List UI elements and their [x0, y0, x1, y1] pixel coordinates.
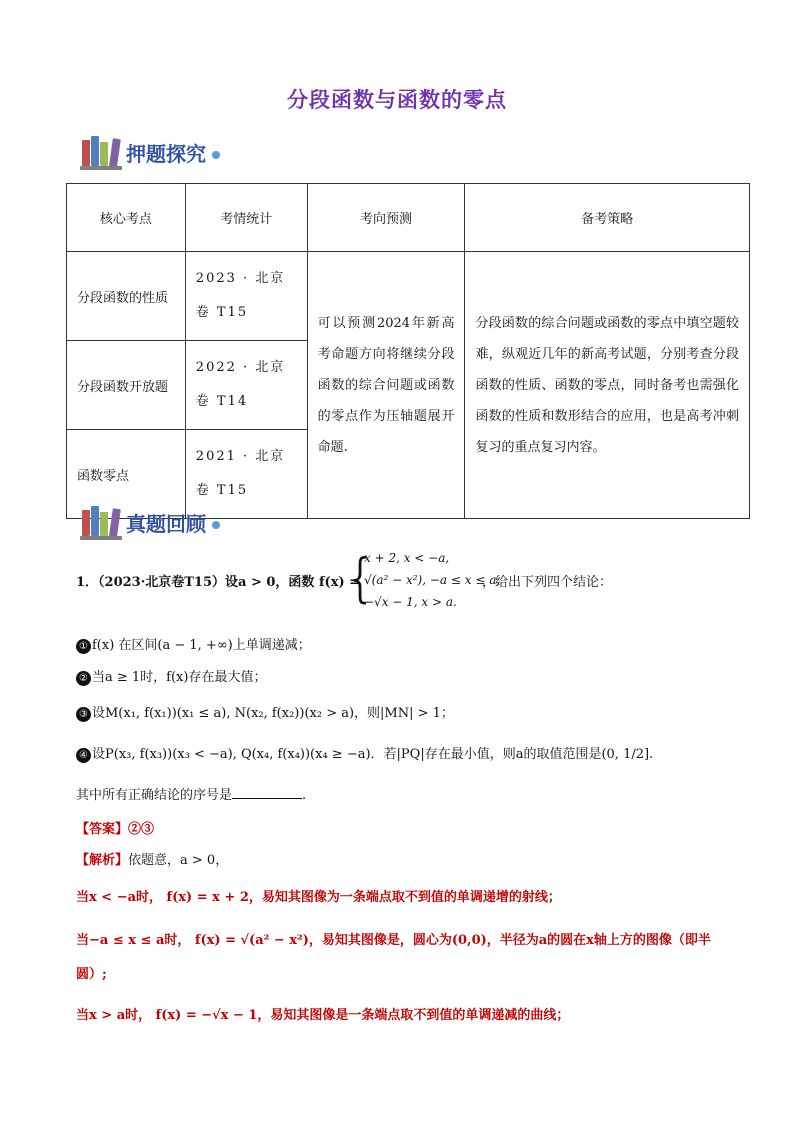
- conclusion-1: ① f(x) 在区间(a − 1, +∞)上单调递减；: [76, 636, 311, 656]
- table-cell: 2022 · 北京卷 T14: [185, 341, 307, 430]
- conclusion-3: ③ 设M(x₁, f(x₁))(x₁ ≤ a), N(x₂, f(x₂))(x₂ > a)，则|MN| > 1；: [76, 704, 454, 724]
- dot-icon: [212, 521, 220, 529]
- problem-question: 其中所有正确结论的序号是 .: [76, 788, 307, 803]
- table-cell: 2021 · 北京卷 T15: [185, 430, 307, 519]
- table-header: 核心考点: [67, 184, 186, 252]
- table-cell: 分段函数的性质: [67, 252, 186, 341]
- answer-line: [76, 820, 154, 840]
- piecewise-definition: [350, 547, 501, 617]
- analysis-line-2: 当−a ≤ x ≤ a时， f(x) = √(a² − x²)，易知其图像是，圆心为(0,0)，半径为a的圆在x轴上方的图像（即半: [76, 933, 711, 948]
- table-header: 考向预测: [307, 184, 465, 252]
- conclusion-4: ④ 设P(x₃, f(x₃))(x₃ < −a), Q(x₄, f(x₄))(x₄ ≥ −a)．若|PQ|存在最小值，则a的取值范围是(0, 1/2].: [76, 745, 653, 765]
- analysis-line-3: 当x > a时， f(x) = −√x − 1，易知其图像是一条端点取不到值的单调递减的曲线；: [76, 1008, 570, 1023]
- problem-lead: [76, 573, 360, 593]
- analysis-line-1: 当x < −a时， f(x) = x + 2，易知其图像为一条端点取不到值的单调递增的射线；: [76, 890, 561, 905]
- exam-analysis-table: [66, 183, 750, 519]
- conclusion-2: ② 当a ≥ 1时，f(x)存在最大值；: [76, 668, 266, 688]
- case-line: −√x − 1, x > a.: [364, 595, 457, 609]
- section-title: 押题探究: [126, 141, 206, 166]
- table-cell-prediction: 可以预测2024年新高考命题方向将继续分段函数的综合问题或函数的零点作为压轴题展开命题.: [307, 252, 465, 519]
- section-header-review: [80, 502, 220, 542]
- table-cell-strategy: 分段函数的综合问题或函数的零点中填空题较难，纵观近几年的新高考试题，分别考查分段函数的性质、函数的零点，同时备考也需强化函数的性质和数形结合的应用，也是高考冲刺复习的重点复习内容。: [465, 252, 750, 519]
- table-cell: 分段函数开放题: [67, 341, 186, 430]
- books-icon: [80, 504, 124, 540]
- problem-tail: ，给出下列四个结论：: [482, 575, 613, 590]
- books-icon: [80, 134, 124, 170]
- problem-stem: 1．（2023·北京卷T15）设a > 0，函数 f(x) =: [76, 575, 361, 590]
- circled-number: ③: [76, 707, 91, 722]
- section-header-predict: [80, 132, 220, 172]
- section-title: 真题回顾: [126, 511, 206, 536]
- answer-value: ②③: [128, 822, 155, 837]
- analysis-intro: 【解析】依题意，a > 0，: [76, 853, 229, 868]
- table-cell: 2023 · 北京卷 T15: [185, 252, 307, 341]
- table-cell: 函数零点: [67, 430, 186, 519]
- case-line: x + 2, x < −a,: [364, 551, 450, 565]
- circled-number: ④: [76, 748, 91, 763]
- brace-symbol: {: [350, 549, 370, 609]
- table-header: 备考策略: [465, 184, 750, 252]
- dot-icon: [212, 151, 220, 159]
- circled-number: ②: [76, 671, 91, 686]
- analysis-line-2b: 圆）;: [76, 967, 107, 982]
- circled-number: ①: [76, 639, 91, 654]
- answer-label: 【答案】: [76, 822, 129, 837]
- page-title: 分段函数与函数的零点: [287, 88, 507, 112]
- table-header: 考情统计: [185, 184, 307, 252]
- analysis-label: 【解析】: [76, 853, 129, 868]
- case-line: √(a² − x²), −a ≤ x ≤ a,: [364, 573, 501, 587]
- answer-blank: [232, 798, 302, 799]
